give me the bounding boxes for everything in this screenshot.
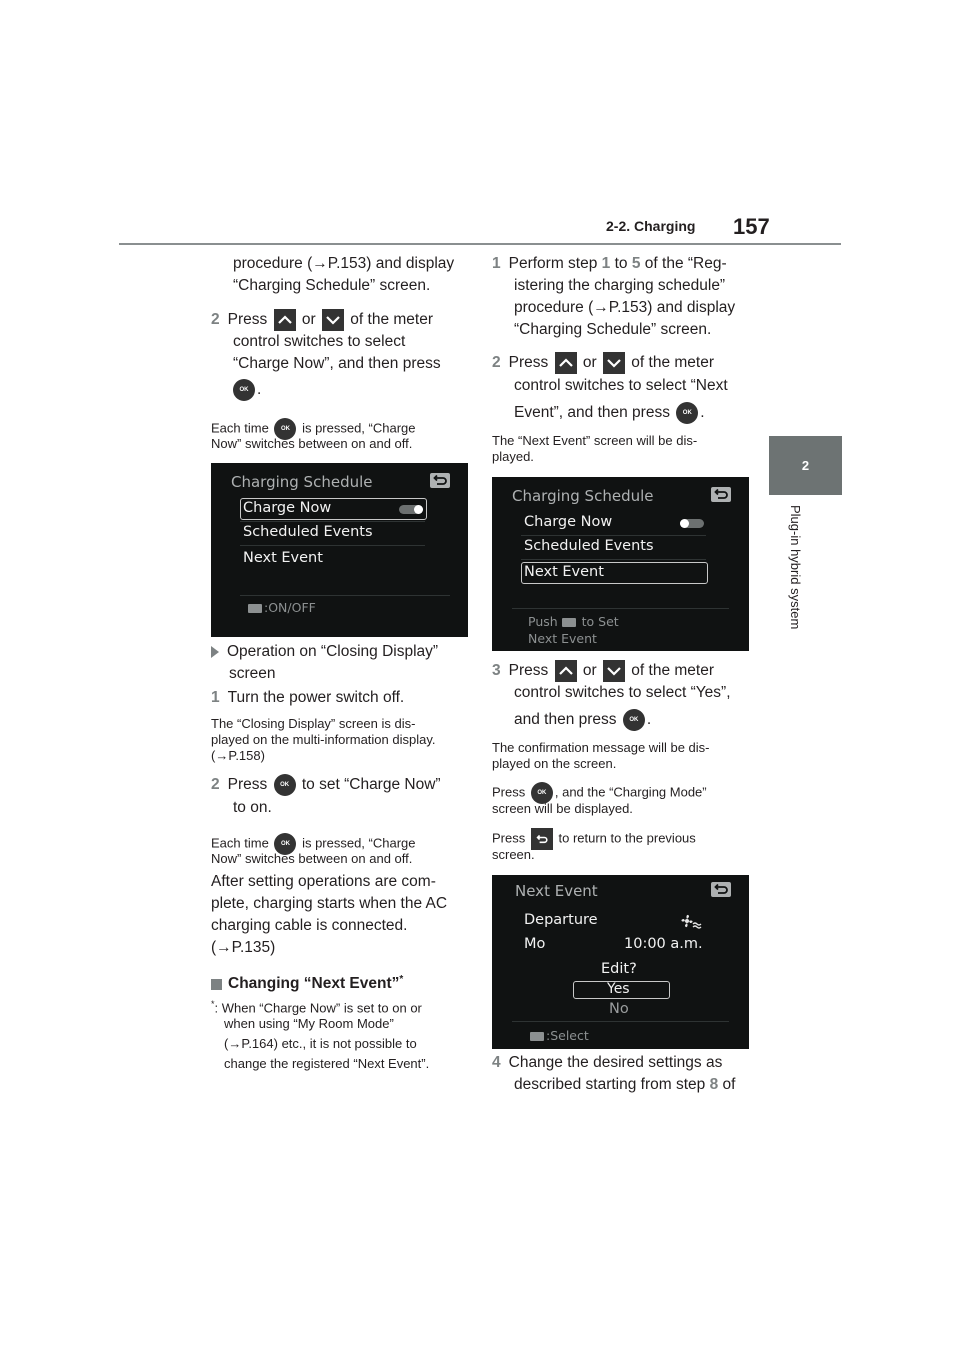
note-2-line-3: (→P.158) bbox=[211, 748, 265, 763]
step-2-line-2: control switches to select bbox=[233, 333, 406, 350]
after-text-2: plete, charging starts when the AC bbox=[211, 895, 448, 912]
r-note-1-line-2: played. bbox=[492, 449, 534, 464]
note-1-line-2: Now” switches between on and off. bbox=[211, 436, 413, 451]
r-note-4-line-1: Press to return to the previous bbox=[492, 828, 696, 850]
note-2-line-2: played on the multi-information display. bbox=[211, 732, 436, 747]
r-note-4-line-2: screen. bbox=[492, 847, 535, 862]
day-label: Mo bbox=[524, 936, 546, 952]
r-step-3-line-1: 3 Press or of the meter bbox=[492, 660, 714, 682]
r-step-2-line-2: control switches to select “Next bbox=[514, 377, 728, 394]
note-1-line-1: Each time OK is pressed, “Charge bbox=[211, 418, 416, 440]
footnote-line-2: when using “My Room Mode” bbox=[224, 1016, 394, 1031]
step-2-line-3: “Charge Now”, and then press bbox=[233, 355, 441, 372]
ok-button-icon: OK bbox=[676, 402, 698, 424]
note-3-line-2: Now” switches between on and off. bbox=[211, 851, 413, 866]
note-2-line-1: The “Closing Display” screen is dis- bbox=[211, 716, 416, 731]
r-step-4-line-1: 4 Change the desired settings as bbox=[492, 1054, 723, 1071]
back-arrow-icon bbox=[711, 487, 731, 502]
r-step-4-line-2: described starting from step 8 of bbox=[514, 1076, 736, 1093]
charge-now-toggle bbox=[680, 519, 704, 528]
ok-button-icon: OK bbox=[274, 774, 296, 796]
triangle-bullet-icon bbox=[211, 646, 219, 658]
chevron-up-icon bbox=[555, 660, 577, 682]
menu-item-charge-now: Charge Now bbox=[243, 500, 332, 516]
after-text-3: charging cable is connected. bbox=[211, 917, 408, 934]
after-text-1: After setting operations are com- bbox=[211, 873, 436, 890]
ok-button-icon: OK bbox=[274, 833, 296, 855]
ok-button-icon: OK bbox=[233, 379, 255, 401]
divider bbox=[512, 608, 729, 609]
ok-mini-icon bbox=[562, 618, 576, 627]
square-bullet-icon bbox=[211, 979, 222, 990]
footnote-line-1: *: When “Charge Now” is set to on or bbox=[211, 999, 422, 1016]
note-3-line-1: Each time OK is pressed, “Charge bbox=[211, 833, 416, 855]
screen-charging-schedule-2 bbox=[492, 477, 749, 651]
section-title: 2-2. Charging bbox=[606, 218, 696, 234]
r-note-2-line-1: The confirmation message will be dis- bbox=[492, 740, 710, 755]
screen-footer: :ON/OFF bbox=[248, 600, 316, 615]
r-step-1-line-1: 1 Perform step 1 to 5 of the “Reg- bbox=[492, 255, 727, 272]
menu-item-charge-now: Charge Now bbox=[524, 514, 613, 530]
continued-text-2: “Charging Schedule” screen. bbox=[233, 277, 431, 294]
divider bbox=[240, 595, 450, 596]
r-step-3-line-3: and then press OK . bbox=[514, 709, 651, 731]
menu-item-scheduled-events: Scheduled Events bbox=[524, 538, 654, 554]
screen-footer: :Select bbox=[530, 1028, 589, 1043]
menu-item-scheduled-events: Scheduled Events bbox=[243, 524, 373, 540]
departure-label: Departure bbox=[524, 912, 598, 928]
chevron-down-icon bbox=[603, 660, 625, 682]
ok-button-icon: OK bbox=[623, 709, 645, 731]
r-note-1-line-1: The “Next Event” screen will be dis- bbox=[492, 433, 698, 448]
chapter-tab: 2 bbox=[769, 436, 842, 495]
continued-text-1: procedure (→P.153) and display bbox=[233, 255, 455, 272]
chapter-tab-label: Plug-in hybrid system bbox=[788, 505, 803, 630]
screen-footer-1: Push to Set bbox=[528, 614, 619, 629]
menu-item-next-event: Next Event bbox=[524, 564, 604, 580]
screen-footer-2: Next Event bbox=[528, 631, 597, 646]
r-step-1-line-2: istering the charging schedule” bbox=[514, 277, 726, 294]
back-arrow-icon bbox=[711, 882, 731, 897]
screen-charging-schedule-1 bbox=[211, 463, 468, 637]
chevron-up-icon bbox=[555, 352, 577, 374]
option-no: No bbox=[609, 1001, 629, 1017]
r-step-3-line-2: control switches to select “Yes”, bbox=[514, 684, 731, 701]
divider bbox=[240, 521, 425, 522]
chevron-down-icon bbox=[322, 309, 344, 331]
r-note-3-line-1: Press OK , and the “Charging Mode” bbox=[492, 782, 707, 804]
step-2b-line-1: 2 Press OK to set “Charge Now” bbox=[211, 774, 441, 796]
screen-next-event bbox=[492, 875, 749, 1049]
screen-title: Charging Schedule bbox=[231, 473, 373, 491]
divider bbox=[521, 535, 706, 536]
footnote-line-4: change the registered “Next Event”. bbox=[224, 1056, 430, 1071]
menu-item-next-event: Next Event bbox=[243, 550, 323, 566]
r-note-3-line-2: screen will be displayed. bbox=[492, 801, 633, 816]
divider bbox=[521, 559, 706, 560]
screen-title: Charging Schedule bbox=[512, 487, 654, 505]
step-2-line-1: 2 Press or of the meter bbox=[211, 309, 433, 331]
ok-button-icon: OK bbox=[531, 782, 553, 804]
ok-mini-icon bbox=[530, 1032, 544, 1041]
ok-button-icon: OK bbox=[274, 418, 296, 440]
after-text-4: (→P.135) bbox=[211, 939, 276, 956]
back-arrow-icon bbox=[430, 473, 450, 488]
time-label: 10:00 a.m. bbox=[624, 936, 703, 952]
divider bbox=[512, 1021, 729, 1022]
step-2b-line-2: to on. bbox=[233, 799, 272, 816]
step-number: 2 bbox=[211, 311, 220, 329]
chevron-up-icon bbox=[274, 309, 296, 331]
r-step-1-line-3: procedure (→P.153) and display bbox=[514, 299, 736, 316]
page-number: 157 bbox=[733, 214, 770, 239]
screen-title: Next Event bbox=[515, 882, 598, 900]
option-yes: Yes bbox=[607, 981, 630, 997]
divider bbox=[240, 545, 425, 546]
operation-heading-1: Operation on “Closing Display” bbox=[211, 641, 438, 663]
operation-heading-2: screen bbox=[229, 665, 276, 682]
r-step-2-line-1: 2 Press or of the meter bbox=[492, 352, 714, 374]
edit-prompt: Edit? bbox=[601, 961, 637, 977]
chevron-down-icon bbox=[603, 352, 625, 374]
step-2-line-4: OK . bbox=[231, 379, 261, 401]
ok-mini-icon bbox=[248, 604, 262, 613]
climate-fan-icon bbox=[680, 913, 702, 931]
r-step-1-line-4: “Charging Schedule” screen. bbox=[514, 321, 712, 338]
footnote-line-3: (→P.164) etc., it is not possible to bbox=[224, 1036, 417, 1051]
step-1: 1 Turn the power switch off. bbox=[211, 689, 405, 706]
section-heading: Changing “Next Event”* bbox=[211, 969, 403, 995]
header-rule bbox=[119, 243, 841, 245]
charge-now-toggle bbox=[399, 505, 423, 514]
r-step-2-line-3: Event”, and then press OK . bbox=[514, 402, 705, 424]
r-note-2-line-2: played on the screen. bbox=[492, 756, 617, 771]
